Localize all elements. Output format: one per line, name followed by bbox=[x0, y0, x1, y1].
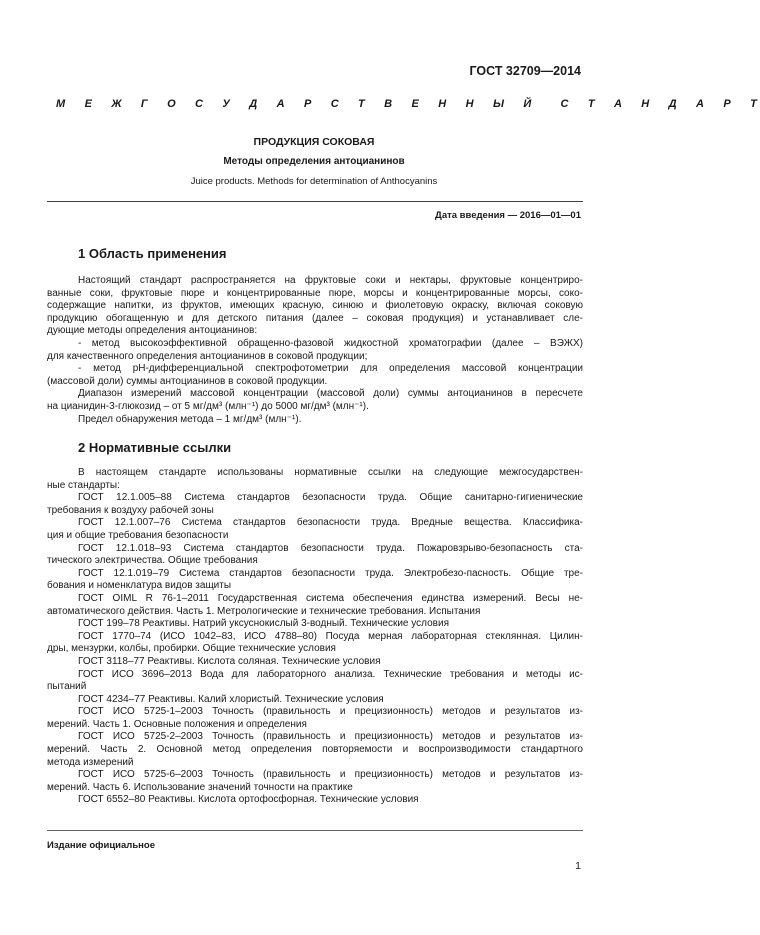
section-1-heading: 1 Область применения bbox=[78, 246, 227, 261]
text-line: мерений. Часть 1. Основные положения и определения bbox=[47, 718, 307, 730]
text-line: ГОСТ OIML R 76-1–2011 Государственная система обеспечения единства измерений. Весы не- bbox=[78, 592, 583, 604]
text-line: пытаний bbox=[47, 681, 87, 693]
text-line: ГОСТ 12.1.019–79 Система стандартов безопасности труда. Электробезо-пасность. Общие тре- bbox=[78, 567, 583, 579]
text-line: ГОСТ ИСО 5725-2–2003 Точность (правильность и прецизионность) методов и результатов из- bbox=[78, 731, 583, 743]
text-line: ГОСТ ИСО 5725-1–2003 Точность (правильность и прецизионность) методов и результатов из- bbox=[78, 706, 583, 718]
text-line: продукцию обогащенную и для детского питания (далее – соковая продукция) и устанавливает сле- bbox=[47, 312, 583, 324]
text-line: тического электричества. Общие требования bbox=[47, 555, 258, 567]
text-line: В настоящем стандарте использованы нормативные ссылки на следующие межгосударствен- bbox=[78, 467, 583, 478]
text-line: ГОСТ 12.1.005–88 Система стандартов безопасности труда. Общие санитарно-гигиенические bbox=[78, 492, 583, 504]
text-line: ГОСТ 12.1.007–76 Система стандартов безопасности труда. Вредные вещества. Классифика- bbox=[78, 517, 583, 529]
text-line: на цианидин-3-глюкозид – от 5 мг/дм³ (млн⁻¹) до 5000 мг/дм³ (млн⁻¹). bbox=[47, 400, 369, 412]
intro-date: Дата введения — 2016—01—01 bbox=[435, 210, 581, 221]
text-line: для качественного определения антоцианинов в соковой продукции; bbox=[47, 350, 368, 362]
text-line: - метод высокоэффективной обращенно-фазовой жидкостной хроматографии (далее – ВЭЖХ) bbox=[78, 337, 583, 349]
footer-divider bbox=[47, 830, 583, 831]
section-1-body bbox=[47, 275, 583, 426]
text-line: автоматического действия. Часть 1. Метрологические и технические требования. Испытания bbox=[47, 605, 481, 617]
text-line: - метод pH-дифференциальной спектрофотометрии для определения массовой концентрации bbox=[78, 363, 583, 375]
text-line: мерений. Часть 2. Основной метод определения повторяемости и воспроизводимости стандартного bbox=[47, 744, 583, 756]
title-divider bbox=[47, 201, 583, 202]
text-line: Диапазон измерений массовой концентрации (массовой доли) суммы антоцианинов в пересчете bbox=[78, 388, 583, 400]
standard-banner-text: М Е Ж Г О С У Д А Р С Т В Е Н Н Ы Й bbox=[56, 98, 535, 110]
text-line: дующие методы определения антоцианинов: bbox=[47, 325, 258, 337]
text-line: ГОСТ 1770–74 (ИСО 1042–83, ИСО 4788–80) Посуда мерная лабораторная стеклянная. Цилин- bbox=[78, 630, 583, 642]
text-line: мерений. Часть 6. Использование значений точности на практике bbox=[47, 781, 353, 793]
text-line: ГОСТ ИСО 5725-6–2003 Точность (правильность и прецизионность) методов и результатов из- bbox=[78, 769, 583, 781]
section-2-body bbox=[47, 467, 583, 807]
text-line: Предел обнаружения метода – 1 мг/дм³ (млн⁻¹). bbox=[78, 413, 302, 425]
text-line: ванные соки, фруктовые пюре и концентрированные пюре, морсы и концентрированные морсы, соко- bbox=[47, 287, 583, 299]
text-line: ГОСТ 3118–77 Реактивы. Кислота соляная. Технические условия bbox=[78, 655, 381, 667]
text-line: ция и общие требования безопасности bbox=[47, 529, 229, 541]
page-number: 1 bbox=[575, 860, 581, 872]
document-number: ГОСТ 32709—2014 bbox=[469, 64, 581, 78]
document-title-english: Juice products. Methods for determination of Anthocyanins bbox=[190, 176, 438, 187]
text-line: Настоящий стандарт распространяется на фруктовые соки и нектары, фруктовые концентриро- bbox=[78, 275, 583, 286]
text-line: бования и номенклатура видов защиты bbox=[47, 580, 232, 592]
text-line: содержащие напитки, из фруктов, имеющих красную, синюю и фиолетовую окраску, включая соковую bbox=[47, 300, 583, 312]
text-line: ГОСТ 6552–80 Реактивы. Кислота ортофосфорная. Технические условия bbox=[78, 794, 419, 806]
document-subtitle: Методы определения антоцианинов bbox=[223, 156, 405, 167]
standard-banner-text: С Т А Н Д А Р Т bbox=[560, 98, 760, 110]
text-line: дры, мензурки, колбы, пробирки. Общие технические условия bbox=[47, 643, 336, 655]
section-2-heading: 2 Нормативные ссылки bbox=[78, 440, 232, 455]
text-line: ГОСТ 4234–77 Реактивы. Калий хлористый. Технические условия bbox=[78, 693, 384, 705]
text-line: ные стандарты: bbox=[47, 479, 120, 491]
text-line: ГОСТ ИСО 3696–2013 Вода для лабораторного анализа. Технические требования и методы ис- bbox=[78, 668, 583, 680]
edition-label: Издание официальное bbox=[47, 840, 155, 851]
text-line: ГОСТ 199–78 Реактивы. Натрий уксуснокислый 3-водный. Технические условия bbox=[78, 618, 449, 630]
text-line: ГОСТ 12.1.018–93 Система стандартов безопасности труда. Пожаровзрыво-безопасность ста- bbox=[78, 542, 583, 554]
standard-banner bbox=[56, 98, 760, 110]
document-title: ПРОДУКЦИЯ СОКОВАЯ bbox=[253, 136, 375, 148]
text-line: (массовой доли) суммы антоцианинов в соковой продукции. bbox=[47, 375, 328, 387]
text-line: требования к воздуху рабочей зоны bbox=[47, 504, 214, 516]
text-line: метода измерений bbox=[47, 756, 134, 768]
